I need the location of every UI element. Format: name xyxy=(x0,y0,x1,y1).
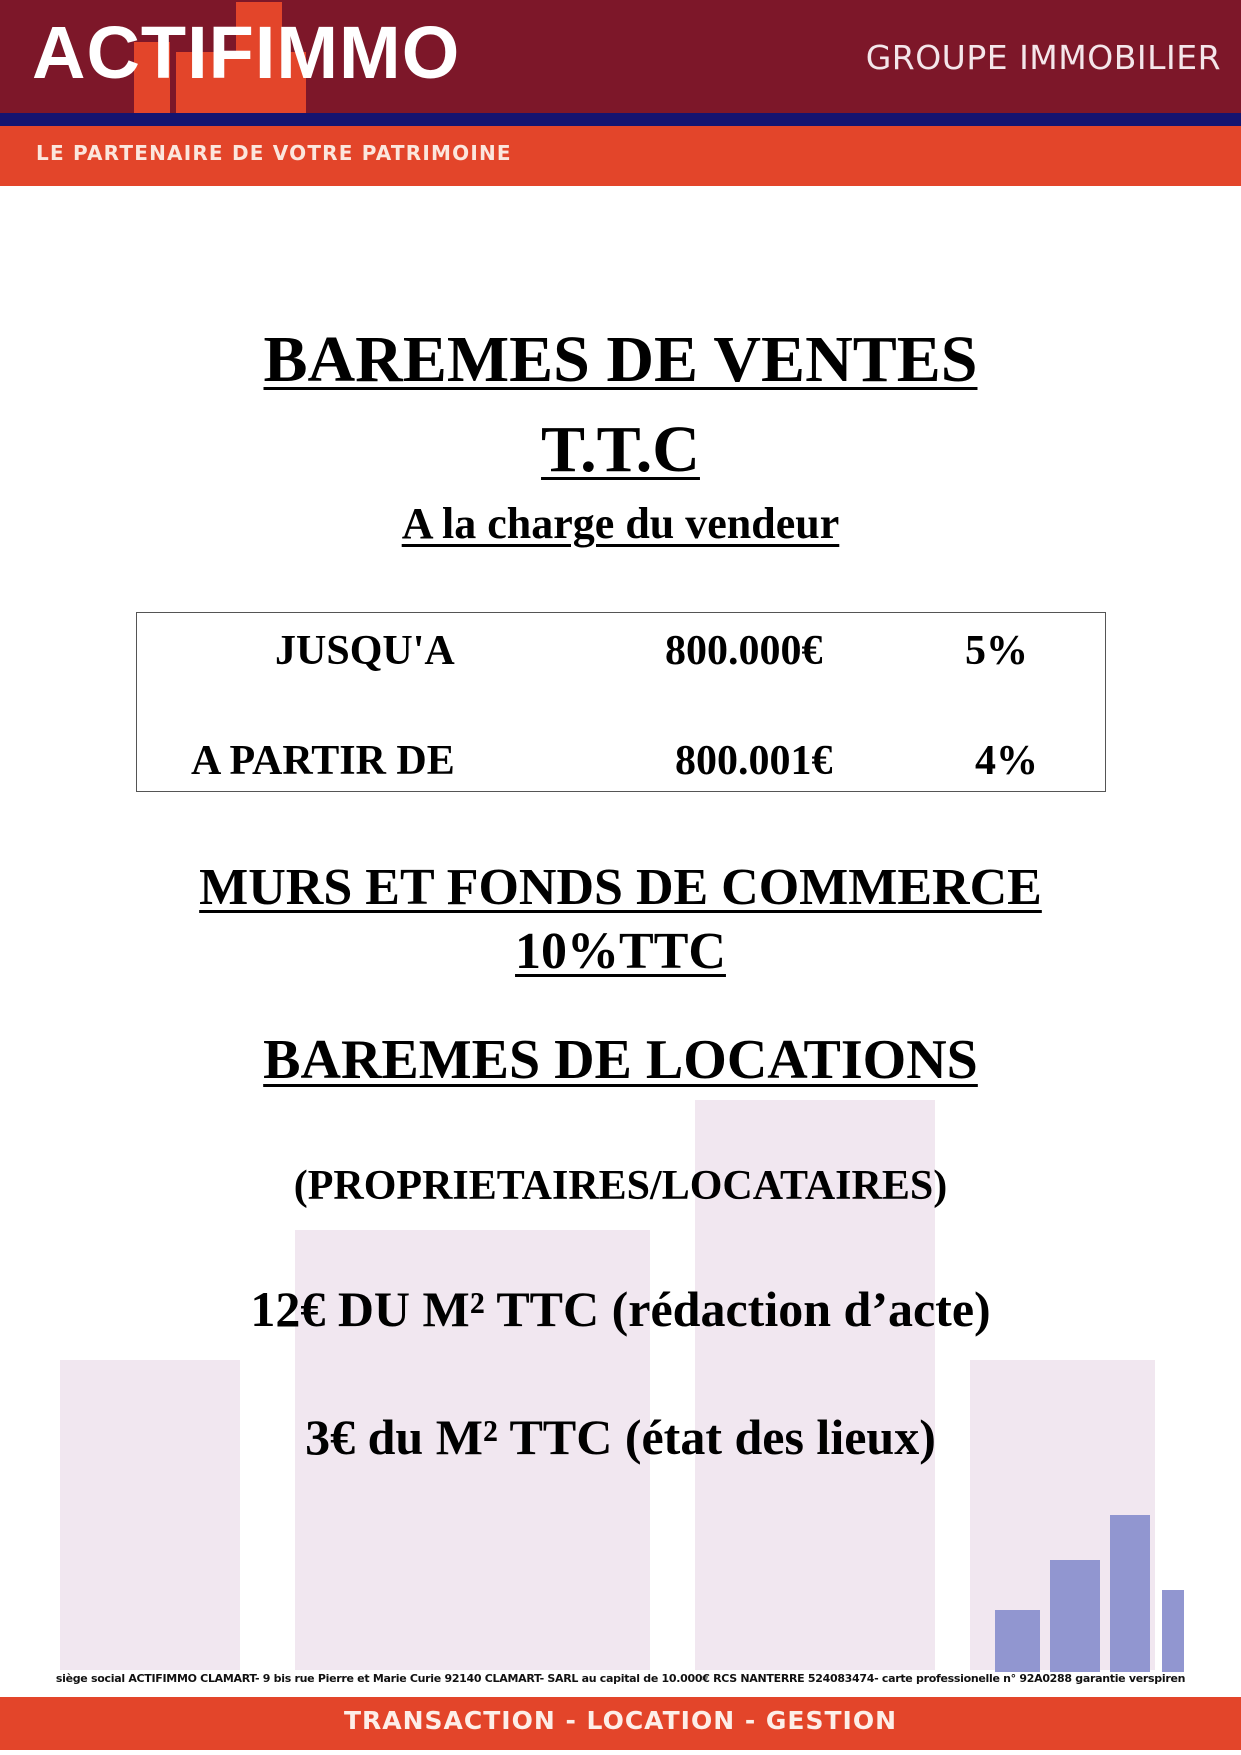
watermark-building-accent xyxy=(1110,1515,1150,1672)
rentals-parties: (PROPRIETAIRES/LOCATAIRES) xyxy=(293,1163,948,1209)
rate-row-1-percent: 5% xyxy=(965,628,1028,674)
commerce-rate: 10%TTC xyxy=(515,923,726,980)
rentals-fee-lease: 12€ DU M² TTC (rédaction d’acte) xyxy=(250,1281,991,1337)
company-logo: ACTIFIMMO xyxy=(32,11,461,94)
commerce-title: MURS ET FONDS DE COMMERCE xyxy=(199,859,1042,916)
sales-rate-table xyxy=(136,612,1106,792)
sales-title: BAREMES DE VENTES xyxy=(263,323,978,396)
rate-row-2-label: A PARTIR DE xyxy=(191,738,455,784)
legal-notice: siège social ACTIFIMMO CLAMART- 9 bis rue Pierre et Marie Curie 92140 CLAMART- SARL au capital de 10.000€ RCS NANTERRE 524083474- carte professionelle n° 92A0288 garantie verspiren xyxy=(55,1672,1186,1685)
rentals-fee-inventory: 3€ du M² TTC (état des lieux) xyxy=(305,1409,936,1465)
watermark-building-accent xyxy=(1050,1560,1100,1672)
sales-title-ttc: T.T.C xyxy=(541,413,700,486)
tagline: LE PARTENAIRE DE VOTRE PATRIMOINE xyxy=(36,141,512,165)
watermark-building-accent xyxy=(995,1610,1040,1672)
group-label: GROUPE IMMOBILIER xyxy=(865,38,1221,77)
header-navy-stripe xyxy=(0,113,1241,126)
rate-row-2-percent: 4% xyxy=(975,738,1038,784)
rate-row-1-amount: 800.000€ xyxy=(665,628,823,674)
footer-services: TRANSACTION - LOCATION - GESTION xyxy=(343,1706,898,1735)
sales-subtitle: A la charge du vendeur xyxy=(401,499,840,548)
rentals-title: BAREMES DE LOCATIONS xyxy=(263,1029,978,1091)
watermark-building-accent xyxy=(1162,1590,1184,1672)
rate-row-1-label: JUSQU'A xyxy=(275,628,455,674)
rate-row-2-amount: 800.001€ xyxy=(675,738,833,784)
watermark-building xyxy=(60,1360,240,1670)
